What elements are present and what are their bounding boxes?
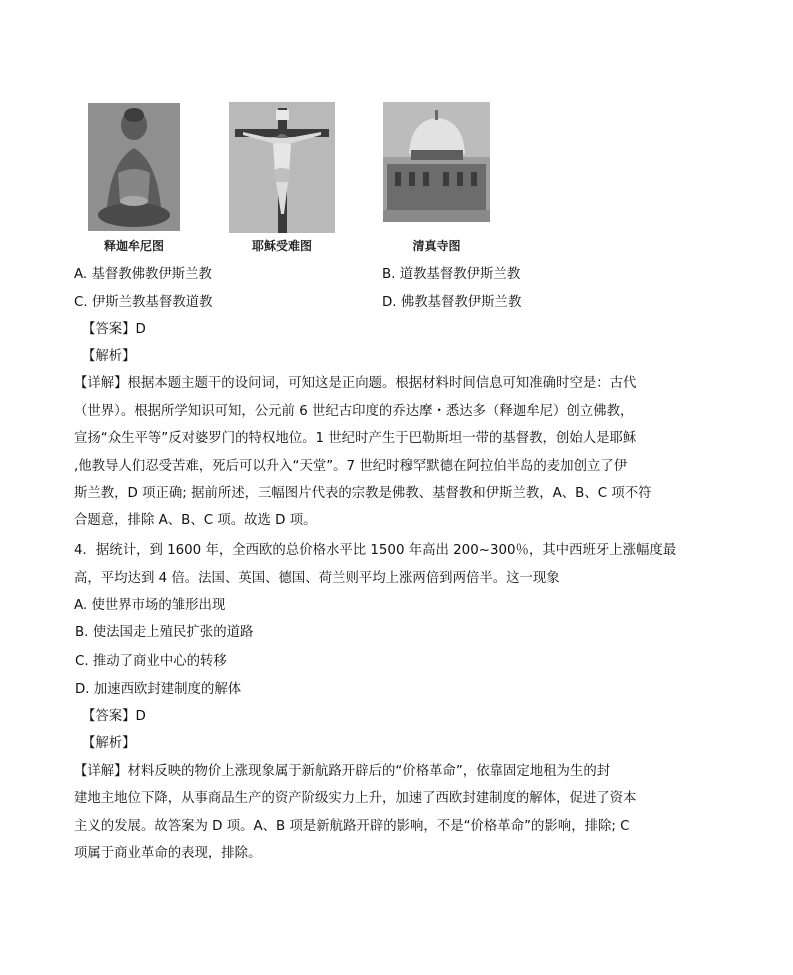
crucifixion-image [229, 102, 335, 233]
detail-line: 【详解】材料反映的物价上涨现象属于新航路开辟后的“价格革命”，依靠固定地租为生的封 [74, 764, 611, 779]
analysis-heading: 【解析】 [82, 349, 136, 364]
figure-caption: 释迦牟尼图 [103, 239, 164, 253]
figure-caption: 耶稣受难图 [251, 239, 312, 253]
analysis-heading: 【解析】 [82, 736, 136, 751]
detail-line: 斯兰教，D 项正确; 据前所述，三幅图片代表的宗教是佛教、基督教和伊斯兰教，A、B、C 项不符 [74, 486, 652, 501]
buddha-image [88, 103, 180, 231]
option-b: B. 道教基督教伊斯兰教 [382, 267, 521, 282]
option-b: B. 使法国走上殖民扩张的道路 [75, 625, 254, 640]
answer: 【答案】D [82, 322, 146, 337]
option-c: C. 推动了商业中心的转移 [75, 654, 227, 669]
detail-line: 宣扬“众生平等”反对婆罗门的特权地位。1 世纪时产生于巴勒斯坦一带的基督教，创始人是耶稣 [74, 431, 637, 446]
question-stem: 高，平均达到 4 倍。法国、英国、德国、荷兰则平均上涨两倍到两倍半。这一现象 [74, 571, 560, 586]
option-a: A. 使世界市场的雏形出现 [74, 598, 226, 613]
mosque-image [383, 102, 490, 222]
answer: 【答案】D [82, 709, 146, 724]
option-c: C. 伊斯兰教基督教道教 [74, 295, 213, 310]
detail-line: 项属于商业革命的表现，排除。 [74, 846, 262, 861]
figure-caption: 清真寺图 [412, 239, 461, 253]
option-d: D. 佛教基督教伊斯兰教 [382, 295, 522, 310]
question-stem: 4．据统计，到 1600 年，全西欧的总价格水平比 1500 年高出 200~300％，其中西班牙上涨幅度最 [74, 543, 677, 558]
option-d: D. 加速西欧封建制度的解体 [75, 682, 242, 697]
detail-line: 主义的发展。故答案为 D 项。A、B 项是新航路开辟的影响，不是“价格革命”的影响，排除; C [74, 819, 630, 834]
detail-line: 合题意，排除 A、B、C 项。故选 D 项。 [74, 513, 317, 528]
option-a: A. 基督教佛教伊斯兰教 [74, 267, 212, 282]
detail-line: 【详解】根据本题主题干的设问词，可知这是正向题。根据材料时间信息可知准确时空是：古代 [74, 376, 637, 391]
detail-line: ,他教导人们忍受苦难，死后可以升入“天堂”。7 世纪时穆罕默德在阿拉伯半岛的麦加创立了伊 [74, 459, 628, 474]
detail-line: （世界）。根据所学知识可知，公元前 6 世纪古印度的乔达摩・悉达多（释迦牟尼）创立佛教， [74, 404, 634, 419]
detail-line: 建地主地位下降，从事商品生产的资产阶级实力上升，加速了西欧封建制度的解体，促进了资本 [74, 791, 637, 806]
